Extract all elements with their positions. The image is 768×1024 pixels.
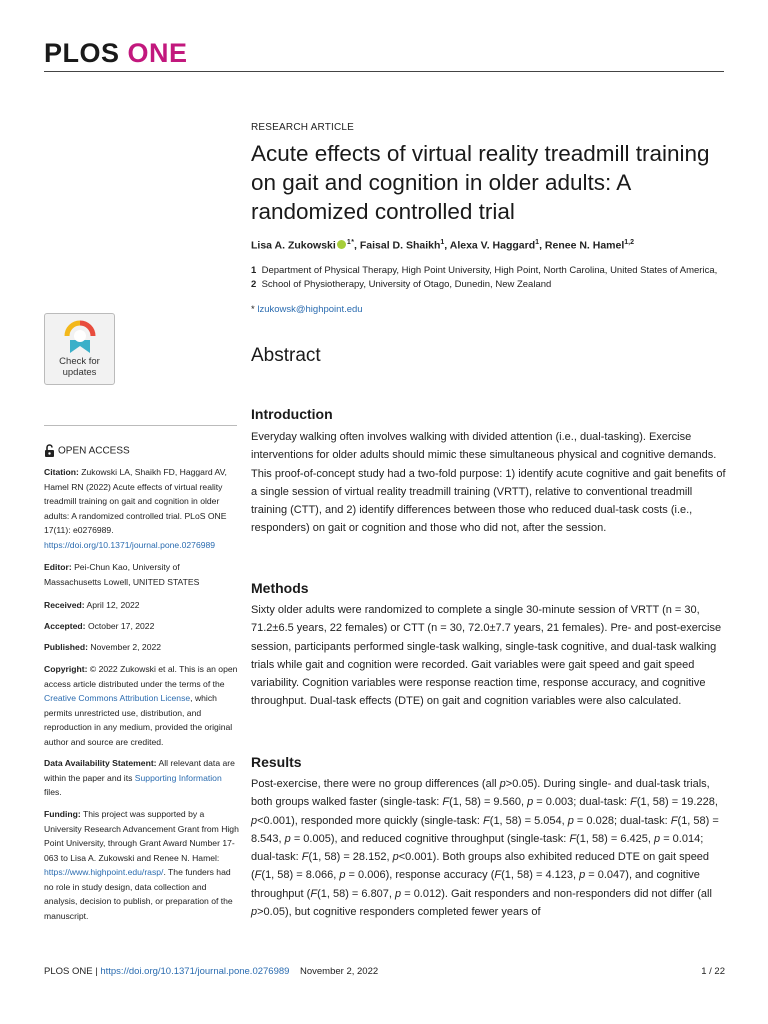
results-heading: Results bbox=[251, 754, 302, 770]
journal-logo: PLOS ONE bbox=[44, 38, 188, 68]
citation-doi-link[interactable]: https://doi.org/10.1371/journal.pone.0276989 bbox=[44, 539, 216, 550]
check-for-updates-badge[interactable]: Check for updates bbox=[44, 313, 115, 385]
open-access-label: OPEN ACCESS bbox=[44, 444, 130, 458]
funding-link[interactable]: https://www.highpoint.edu/rasp/ bbox=[44, 867, 164, 877]
introduction-text: Everyday walking often involves walking with divided attention (i.e., dual-tasking). Exercise interventions for older adults should mimic these simultaneous physical and cognitive demands. This proof-of-concept study had a two-fold purpose: 1) identify acute cognitive and gait benefits of a single session of virtual reality treadmill training (VRTT), relative to conventional treadmill training (CTT), and 2) identify differences between those who reduced dual-task costs (i.e., responders) on gait or cognition and those who did not, after the session. bbox=[251, 431, 726, 535]
page-number: 1 / 22 bbox=[701, 966, 725, 977]
copyright-block: Copyright: © 2022 Zukowski et al. This is an open access article distributed under the terms of the Creative Commons Attribution License, which permits unrestricted use, distribution, and reproduction in any medium, provided the original author and source are credited. bbox=[44, 664, 238, 747]
funding-block: Funding: This project was supported by a University Research Advancement Grant from High Point University, through Grant Award Number 17-063 to Lisa A. Zukowski and Renee N. Hamel: https://www.highpoint.edu/rasp/. The funders had no role in study design, data collection and analysis, decision to publish, or preparation of the manuscript. bbox=[44, 809, 239, 921]
orcid-icon[interactable] bbox=[337, 240, 346, 249]
methods-text: Sixty older adults were randomized to complete a single 30-minute session of VRTT (n = 30, 71.2±6.5 years, 22 females) or CTT (n = 30, 72.0±7.7 years, 21 females). Pre- and post-exercise session, participants performed single-task walking, single-task cognitive, and dual-task walking trials while gait and cognition were recorded. Gait variables were gait speed and gait speed variability. Cognition variables were response reaction time, response accuracy, and cognitive throughput. Dual-task effects (DTE) on gait and cognition variables were also calculated. bbox=[251, 604, 722, 708]
license-link[interactable]: Creative Commons Attribution License bbox=[44, 693, 191, 703]
article-type: RESEARCH ARTICLE bbox=[251, 122, 355, 133]
published-date: Published: November 2, 2022 bbox=[44, 642, 162, 652]
results-text: Post-exercise, there were no group differences (all p>0.05). During single- and dual-task trials, both groups walked faster (single-task: F(1, 58) = 9.560, p = 0.003; dual-task: F(1, 58) = 19.228, p<0.001), responded more quickly (single-task: F(1, 58) = 5.054, p = 0.028; dual-task: F(1, 58) = 8.543, p = 0.005), and reduced cognitive throughput (single-task: F(1, 58) = 6.425, p = 0.014; dual-task: F(1, 58) = 28.152, p<0.001). Both groups also exhibited reduced DTE on gait speed (F(1, 58) = 8.066, p = 0.006), response accuracy (F(1, 58) = 4.123, p = 0.047), and cognitive throughput (F(1, 58) = 6.807, p = 0.012). Gait responders and non-responders did not differ (all p>0.05), but cognitive responders completed fewer years of bbox=[251, 778, 719, 919]
editor-block: Editor: Pei-Chun Kao, University of Massachusetts Lowell, UNITED STATES bbox=[44, 562, 200, 587]
email-link[interactable]: lzukowsk@highpoint.edu bbox=[257, 304, 363, 315]
footer-doi-link[interactable]: https://doi.org/10.1371/journal.pone.0276989 bbox=[100, 966, 290, 977]
data-availability-block: Data Availability Statement: All relevant data are within the paper and its Supporting Information files. bbox=[44, 758, 235, 797]
received-date: Received: April 12, 2022 bbox=[44, 600, 140, 610]
open-lock-icon bbox=[44, 444, 55, 458]
page-footer: PLOS ONE | https://doi.org/10.1371/journal.pone.0276989 November 2, 2022 bbox=[44, 966, 379, 977]
accepted-date: Accepted: October 17, 2022 bbox=[44, 621, 155, 631]
article-title: Acute effects of virtual reality treadmill training on gait and cognition in older adults: A randomized controlled trial bbox=[251, 141, 710, 224]
abstract-heading: Abstract bbox=[251, 345, 321, 366]
author-list: Lisa A. Zukowski $^{1 *}$, Faisal D. Shaikh$^1$, Alexa V. Haggard$^1$, Renee N. Hamel$^{1,2}$ bbox=[251, 239, 635, 252]
crossmark-icon bbox=[63, 320, 97, 356]
affiliations: 1 Department of Physical Therapy, High Point University, High Point, North Carolina, United States of America, 2 School of Physiotherapy, University of Otago, Dunedin, New Zealand bbox=[251, 265, 718, 290]
sidebar-rule bbox=[44, 425, 237, 426]
citation-block: Citation: Zukowski LA, Shaikh FD, Haggard AV, Hamel RN (2022) Acute effects of virtual reality treadmill training on gait and cognition in older adults: A randomized controlled trial. PLoS ONE 17(11): e0276989. https://doi.org/10.1371/journal.pone.0276989 bbox=[44, 467, 227, 550]
introduction-heading: Introduction bbox=[251, 406, 333, 422]
methods-heading: Methods bbox=[251, 580, 309, 596]
header-rule bbox=[44, 71, 724, 72]
supporting-information-link[interactable]: Supporting Information bbox=[134, 772, 222, 783]
corresponding-email: * lzukowsk@highpoint.edu bbox=[251, 304, 363, 315]
